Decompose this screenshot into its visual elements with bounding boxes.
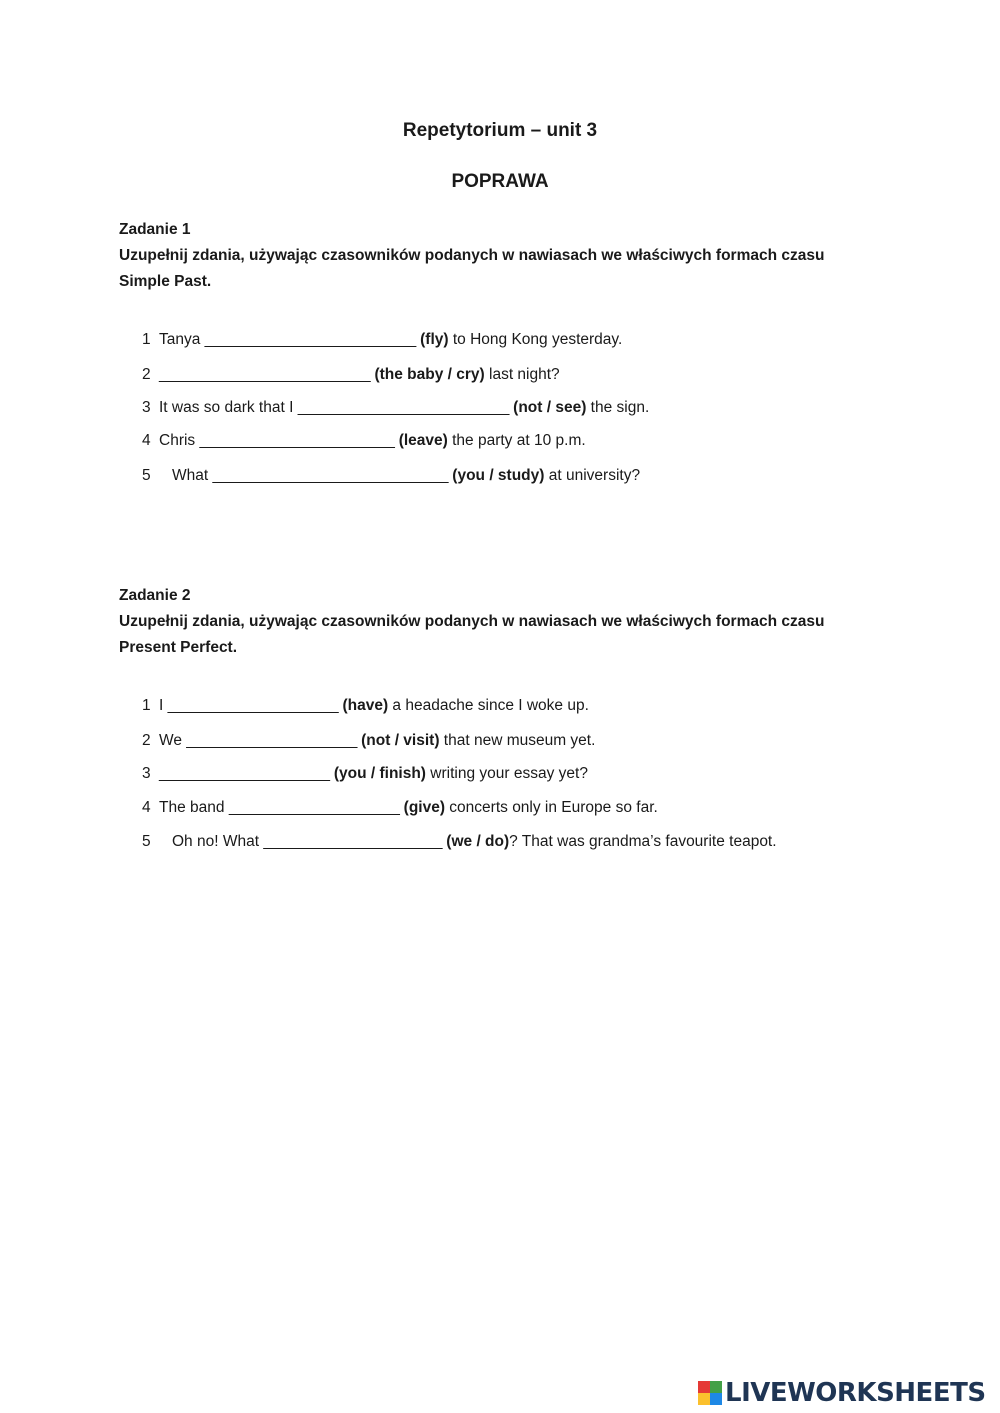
item-text-after: last night? (484, 366, 560, 383)
logo-square-green (710, 1381, 722, 1393)
exercise-item (142, 430, 586, 452)
item-text-before: Tanya (159, 331, 205, 348)
item-text-after: the party at 10 p.m. (447, 432, 586, 449)
logo-square-blue (710, 1393, 722, 1405)
answer-blank[interactable]: _____________________ (228, 799, 400, 816)
exercise-item (142, 831, 777, 853)
task-instruction-line2: Simple Past. (119, 273, 212, 290)
item-text-after: concerts only in Europe so far. (445, 799, 658, 816)
item-number: 4 (142, 799, 151, 816)
item-number: 2 (142, 366, 151, 383)
verb-hint: (leave) (398, 432, 448, 449)
exercise-item (142, 730, 595, 752)
item-number: 1 (142, 331, 151, 348)
item-text-before: Oh no! What (172, 833, 264, 850)
item-number: 1 (142, 697, 151, 714)
logo-text: LIVEWORKSHEETS (725, 1378, 986, 1408)
task-1 (119, 217, 879, 484)
answer-blank[interactable]: ________________________ (199, 432, 395, 449)
item-number: 5 (142, 467, 151, 484)
verb-hint: (have) (342, 697, 389, 714)
task-instruction (119, 609, 879, 661)
item-text-before: We (159, 732, 187, 749)
answer-blank[interactable]: ______________________ (263, 833, 442, 850)
verb-hint: (give) (403, 799, 445, 816)
liveworksheets-logo[interactable] (698, 1377, 986, 1409)
answer-blank[interactable]: __________________________ (204, 331, 416, 348)
item-text-after: writing your essay yet? (425, 765, 588, 782)
task-heading: Zadanie 2 (119, 587, 191, 604)
task-instruction (119, 243, 879, 295)
answer-blank[interactable]: _____________________ (159, 765, 330, 782)
item-text-before: I (159, 697, 168, 714)
exercise-item (142, 364, 560, 386)
exercise-item (142, 695, 589, 717)
document-subtitle: POPRAWA (451, 171, 549, 192)
answer-blank[interactable]: __________________________ (159, 366, 371, 383)
verb-hint: (not / see) (513, 399, 587, 416)
task-heading: Zadanie 1 (119, 221, 191, 238)
logo-square-red (698, 1381, 710, 1393)
item-text-after: at university? (544, 467, 641, 484)
item-number: 5 (142, 833, 151, 850)
task-instruction-line2: Present Perfect. (119, 639, 238, 656)
item-text-before: Chris (159, 432, 200, 449)
item-number: 4 (142, 432, 151, 449)
exercise-item (142, 397, 649, 419)
item-text-before: What (172, 467, 213, 484)
item-number: 2 (142, 732, 151, 749)
item-text-before: It was so dark that I (159, 399, 298, 416)
answer-blank[interactable]: __________________________ (297, 399, 509, 416)
item-number: 3 (142, 399, 151, 416)
verb-hint: (fly) (420, 331, 449, 348)
verb-hint: (we / do) (446, 833, 510, 850)
document-title: Repetytorium – unit 3 (402, 120, 598, 141)
item-text-after: the sign. (586, 399, 650, 416)
verb-hint: (you / finish) (333, 765, 426, 782)
exercise-item (142, 763, 588, 785)
item-text-after: a headache since I woke up. (388, 697, 589, 714)
item-text-after: ? That was grandma’s favourite teapot. (509, 833, 777, 850)
item-number: 3 (142, 765, 151, 782)
answer-blank[interactable]: _____________________ (186, 732, 357, 749)
verb-hint: (you / study) (452, 467, 545, 484)
item-text-before: The band (159, 799, 229, 816)
liveworksheets-logo-icon (698, 1381, 722, 1405)
answer-blank[interactable]: _____________________________ (212, 467, 448, 484)
task-instruction-line1: Uzupełnij zdania, używając czasowników podanych w nawiasach we właściwych formach czasu (119, 613, 825, 630)
exercise-item (142, 465, 640, 487)
exercise-item (142, 329, 622, 351)
logo-square-yellow (698, 1393, 710, 1405)
verb-hint: (not / visit) (361, 732, 440, 749)
task-instruction-line1: Uzupełnij zdania, używając czasowników podanych w nawiasach we właściwych formach czasu (119, 247, 825, 264)
exercise-item (142, 797, 658, 819)
answer-blank[interactable]: _____________________ (167, 697, 339, 714)
task-2 (119, 583, 879, 850)
item-text-after: to Hong Kong yesterday. (448, 331, 623, 348)
item-text-after: that new museum yet. (439, 732, 596, 749)
verb-hint: (the baby / cry) (374, 366, 485, 383)
